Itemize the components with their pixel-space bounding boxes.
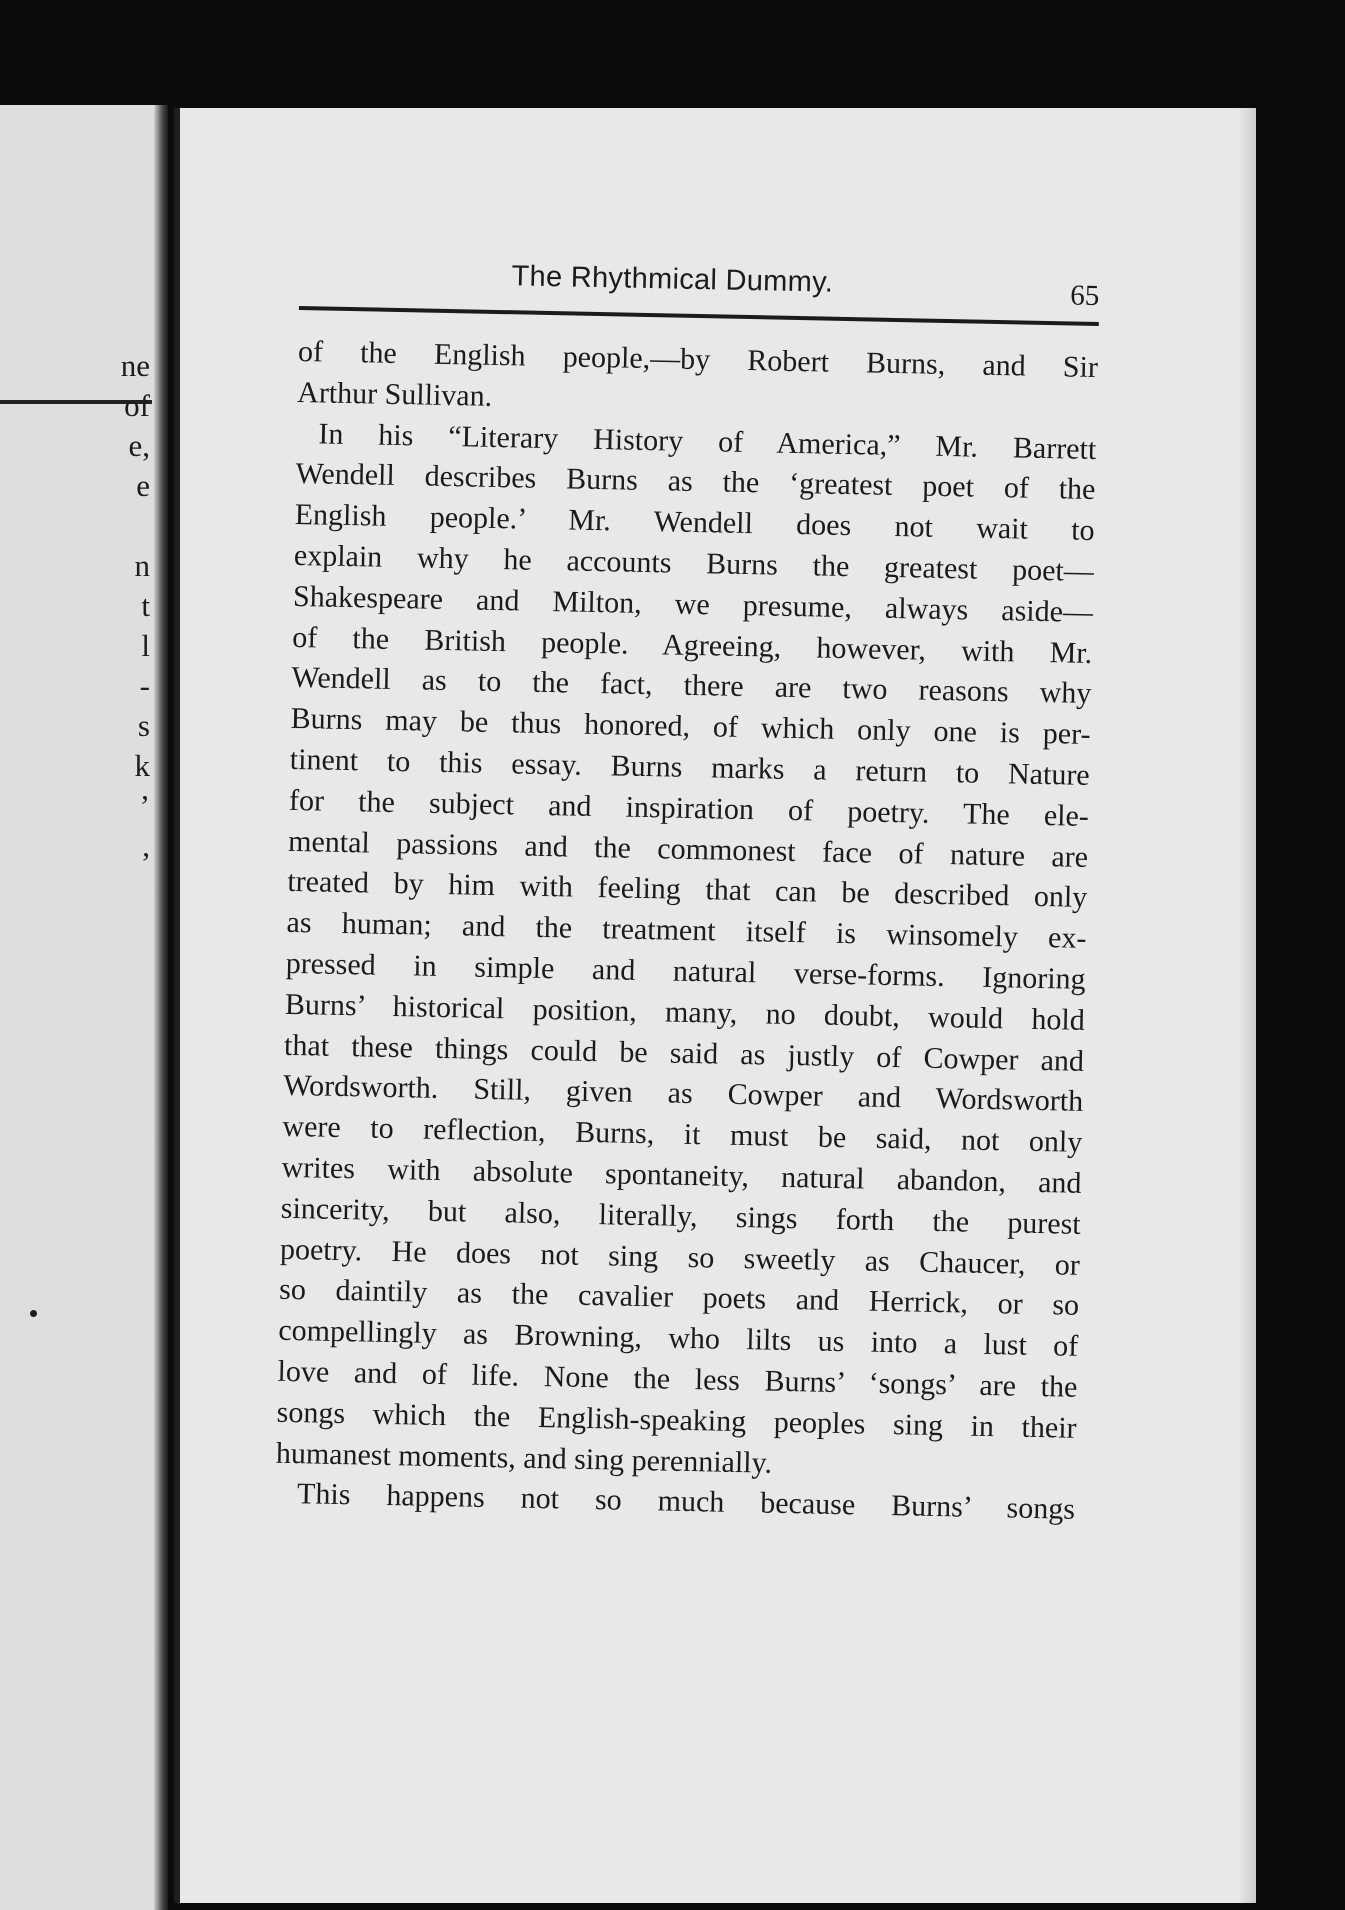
text-line: Wendell as to the fact, there are two reasons why bbox=[291, 661, 1092, 711]
text-line: of the British people. Agreeing, however, with Mr. bbox=[291, 620, 1093, 670]
text-line: Wendell describes Burns as the ‘greatest poet of the bbox=[295, 457, 1096, 507]
text-line: writes with absolute spontaneity, natural abandon, and bbox=[281, 1150, 1082, 1200]
previous-page-fragment: n bbox=[134, 548, 150, 583]
previous-page-fragment: t bbox=[141, 588, 150, 623]
text-line: so daintily as the cavalier poets and Herrick, or so bbox=[278, 1273, 1080, 1323]
previous-page-fragment: - bbox=[139, 668, 150, 703]
book-gutter bbox=[154, 105, 168, 1910]
text-line: mental passions and the commonest face of nature are bbox=[287, 824, 1089, 874]
previous-page-edge bbox=[0, 105, 168, 1910]
text-line: English people.’ Mr. Wendell does not wait to bbox=[294, 498, 1095, 548]
text-line: Wordsworth. Still, given as Cowper and Wordsworth bbox=[282, 1069, 1084, 1119]
text-line: tinent to this essay. Burns marks a return to Nature bbox=[289, 742, 1091, 792]
previous-page-fragment: e, bbox=[128, 428, 150, 463]
body-text bbox=[275, 332, 1099, 1531]
text-line: pressed in simple and natural verse-forms. Ignoring bbox=[285, 946, 1086, 996]
text-line: for the subject and inspiration of poetry. The ele- bbox=[288, 783, 1090, 833]
previous-page-fragment: l bbox=[141, 628, 150, 663]
previous-page-fragment: ’ bbox=[139, 788, 150, 823]
text-line: songs which the English-speaking peoples sing in their bbox=[276, 1395, 1077, 1445]
previous-page-fragment: ne bbox=[120, 348, 150, 383]
text-line: Arthur Sullivan. bbox=[296, 375, 493, 413]
text-line: Burns’ historical position, many, no doubt, would hold bbox=[284, 987, 1086, 1037]
running-title: The Rhythmical Dummy. bbox=[511, 260, 834, 299]
text-line: as human; and the treatment itself is winsomely ex- bbox=[286, 906, 1087, 956]
previous-page-fragment: of bbox=[124, 388, 150, 423]
page-edge-shadow bbox=[1238, 108, 1256, 1903]
text-line: humanest moments, and sing perennially. bbox=[275, 1436, 773, 1480]
page-number: 65 bbox=[1070, 279, 1100, 313]
previous-page-text-fragments bbox=[0, 105, 152, 1910]
previous-page-fragment: , bbox=[142, 828, 150, 863]
text-line: explain why he accounts Burns the greatest poet— bbox=[293, 538, 1095, 588]
book-page bbox=[174, 108, 1256, 1903]
page-text-block bbox=[275, 254, 1100, 1531]
previous-page-fragment: k bbox=[134, 748, 150, 783]
text-line: that these things could be said as justly of Cowper and bbox=[283, 1028, 1085, 1078]
text-line: love and of life. None the less Burns’ ‘songs’ are the bbox=[277, 1354, 1078, 1404]
text-line: Burns may be thus honored, of which only one is per- bbox=[290, 702, 1091, 752]
text-line: sincerity, but also, literally, sings forth the purest bbox=[280, 1191, 1082, 1241]
text-line: treated by him with feeling that can be described only bbox=[287, 865, 1088, 915]
running-head bbox=[299, 254, 1100, 326]
previous-page-fragment: s bbox=[137, 708, 150, 743]
text-line: Shakespeare and Milton, we presume, always aside— bbox=[292, 579, 1094, 629]
ink-speck bbox=[30, 1310, 37, 1317]
text-line: poetry. He does not sing so sweetly as Chaucer, or bbox=[279, 1232, 1081, 1282]
previous-page-fragment: e bbox=[136, 468, 150, 503]
text-line: In his “Literary History of America,” Mr. Barrett bbox=[318, 417, 1097, 466]
text-line: compellingly as Browning, who lilts us into a lust of bbox=[278, 1313, 1079, 1363]
text-line: were to reflection, Burns, it must be said, not only bbox=[282, 1109, 1083, 1160]
text-line: of the English people,—by Robert Burns, and Sir bbox=[297, 334, 1099, 385]
text-line: This happens not so much because Burns’ songs bbox=[296, 1477, 1076, 1527]
